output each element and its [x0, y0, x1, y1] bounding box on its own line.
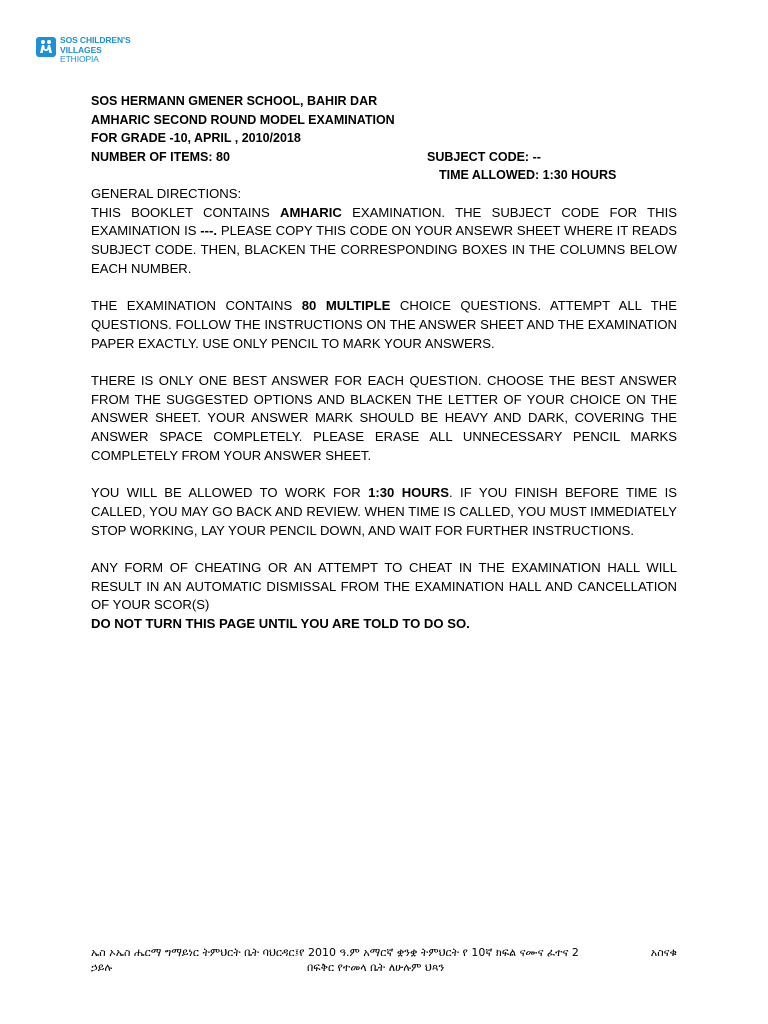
- sos-logo: [36, 36, 131, 65]
- school-name: SOS HERMANN GMENER SCHOOL, BAHIR DAR: [91, 94, 378, 108]
- text-run: . IF YOU FINISH BEFORE TIME IS CALLED, YOU MAY GO BACK AND REVIEW. WHEN TIME IS CALLED, YOU MUST IMMEDIATELY STOP WORKING, LAY YOUR PENCIL DOWN, AND WAIT FOR FURTHER INSTRUCTIONS.: [91, 485, 677, 538]
- final-warning-text: DO NOT TURN THIS PAGE UNTIL YOU ARE TOLD TO DO SO.: [91, 616, 470, 632]
- general-directions: [91, 185, 677, 634]
- footer-motto: በፍቅር የተመላ ቤት ለሁሉም ህጻን: [307, 961, 445, 974]
- direction-paragraph-1: [91, 204, 677, 279]
- grade-line: FOR GRADE -10, APRIL , 2010/2018: [91, 131, 301, 146]
- footer-author: አስናቁ: [650, 946, 677, 959]
- sos-children-figure-icon: [36, 37, 56, 57]
- logo-line-1: SOS CHILDREN'S: [60, 35, 131, 45]
- count-emphasis: 80 MULTIPLE: [301, 298, 391, 314]
- footer-text-left: ኤስ ኦኤስ ሔርማ ግማይነር ትምህርት ቤት ባህርዳር፤የ 2010 ዓ.ም አማርኛ ቋንቋ ትምህርት የ 10ኛ ክፍል ናሙና ፈተና 2: [91, 946, 579, 959]
- items-row: [91, 148, 691, 167]
- text-run: THIS BOOKLET CONTAINS: [91, 204, 281, 220]
- footer-line-1: [91, 945, 677, 960]
- direction-paragraph-2: [91, 297, 677, 353]
- code-emphasis: ---.: [200, 223, 218, 239]
- text-run: EXAMINATION. THE SUBJECT CODE FOR THIS EXAMINATION IS: [91, 204, 677, 239]
- direction-paragraph-4: [91, 484, 677, 540]
- number-of-items: NUMBER OF ITEMS: 80: [91, 149, 230, 164]
- time-emphasis: 1:30 HOURS: [368, 485, 450, 501]
- footer-line-2: [91, 960, 677, 975]
- logo-line-3: ETHIOPIA: [60, 54, 99, 64]
- time-row: [91, 166, 691, 185]
- subject-emphasis: AMHARIC: [280, 204, 342, 220]
- page-footer: [91, 945, 677, 975]
- footer-author-cont: ኃይሉ: [91, 961, 113, 974]
- final-warning: [91, 615, 677, 634]
- logo-text: [60, 36, 131, 65]
- text-run: PLEASE COPY THIS CODE ON YOUR ANSEWR SHEET WHERE IT READS SUBJECT CODE. THEN, BLACKEN THE CORRESPONDING BOXES IN THE COLUMNS BELOW EACH NUMBER.: [91, 223, 678, 276]
- text-run: YOU WILL BE ALLOWED TO WORK FOR: [91, 485, 369, 501]
- text-run: CHOICE QUESTIONS. ATTEMPT ALL THE QUESTIONS. FOLLOW THE INSTRUCTIONS ON THE ANSWER SHEET AND THE EXAMINATION PAPER EXACTLY. USE ONLY PENCIL TO MARK YOUR ANSWERS.: [91, 298, 677, 351]
- direction-paragraph-3: THERE IS ONLY ONE BEST ANSWER FOR EACH QUESTION. CHOOSE THE BEST ANSWER FROM THE SUGGESTED OPTIONS AND BLACKEN THE LETTER OF YOUR CHOICE ON THE ANSWER SHEET. YOUR ANSWER MARK SHOULD BE HEAVY AND DARK, COVERING THE ANSWER SPACE COMPLETELY. PLEASE ERASE ALL UNNECESSARY PENCIL MARKS COMPLETELY FROM YOUR ANSWER SHEET.: [91, 373, 677, 463]
- direction-paragraph-5: ANY FORM OF CHEATING OR AN ATTEMPT TO CHEAT IN THE EXAMINATION HALL WILL RESULT IN AN AUTOMATIC DISMISSAL FROM THE EXAMINATION HALL AND CANCELLATION OF YOUR SCOR(S): [91, 560, 677, 613]
- text-run: THE EXAMINATION CONTAINS: [91, 298, 302, 314]
- directions-heading: GENERAL DIRECTIONS:: [91, 186, 242, 201]
- exam-header: [91, 92, 691, 185]
- logo-line-2: VILLAGES: [60, 44, 102, 55]
- subject-code: SUBJECT CODE: --: [427, 149, 541, 164]
- time-allowed: TIME ALLOWED: 1:30 HOURS: [439, 168, 617, 183]
- exam-title: AMHARIC SECOND ROUND MODEL EXAMINATION: [91, 112, 395, 127]
